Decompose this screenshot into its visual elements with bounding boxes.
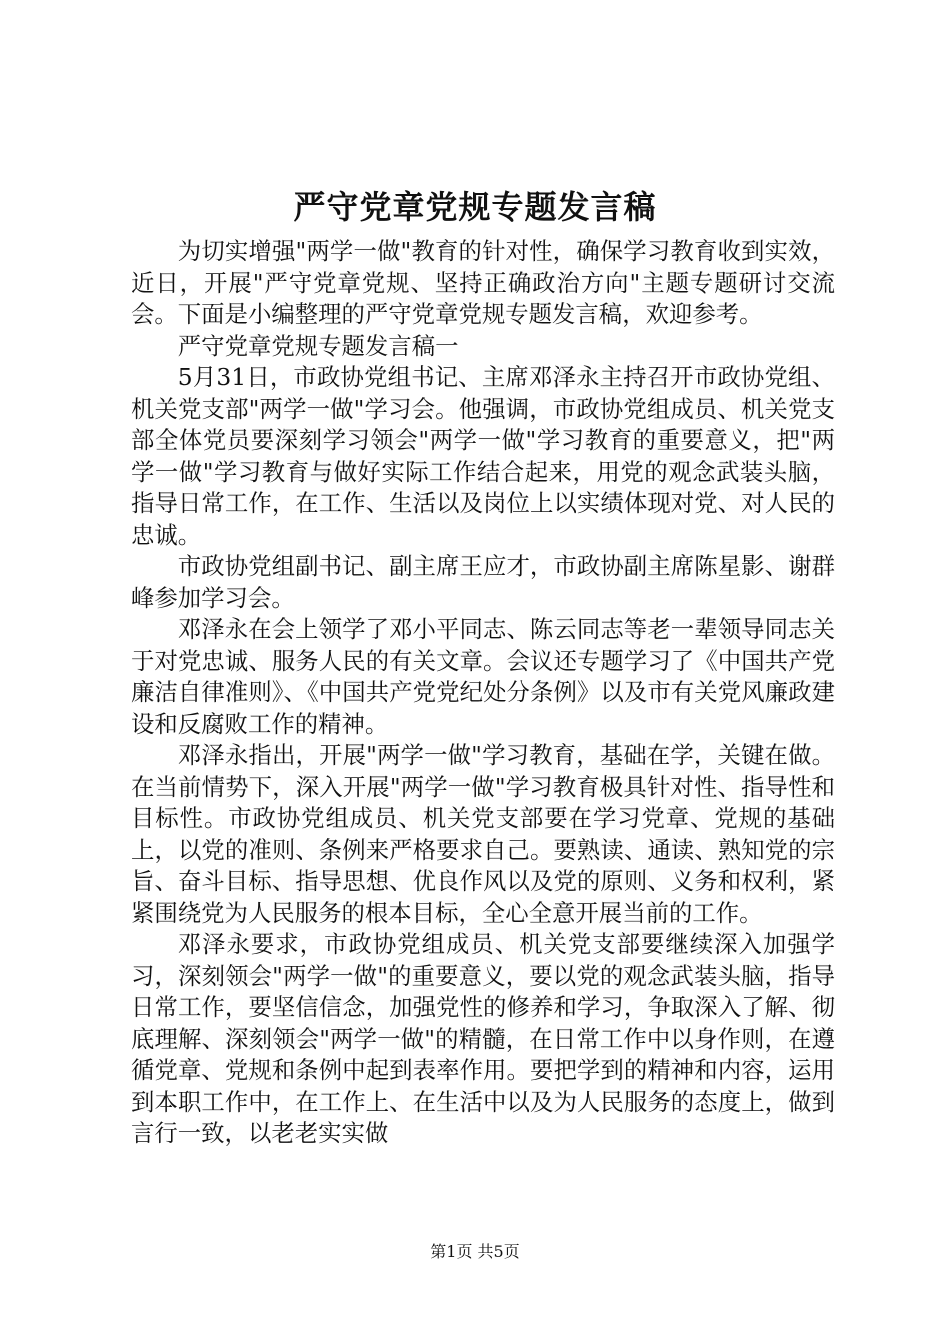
paragraph-points: 邓泽永指出，开展"两学一做"学习教育，基础在学，关键在做。在当前情势下，深入开展"两学一做"学习教育极具针对性、指导性和目标性。市政协党组成员、机关党支部要在学习党章、党规的基础上，以党的准则、条例来严格要求自己。要熟读、通读、熟知党的宗旨、奋斗目标、指导思想、优良作风以及党的原则、义务和权利，紧紧围绕党为人民服务的根本目标，全心全意开展当前的工作。 xyxy=(131,741,835,927)
paragraph-requirements: 邓泽永要求，市政协党组成员、机关党支部要继续深入加强学习，深刻领会"两学一做"的重要意义，要以党的观念武装头脑，指导日常工作，要坚信信念，加强党性的修养和学习，争取深入了解、彻底理解、深刻领会"两学一做"的精髓，在日常工作中以身作则，在遵循党章、党规和条例中起到表率作用。要把学到的精神和内容，运用到本职工作中，在工作上、在生活中以及为人民服务的态度上，做到言行一致，以老老实实做 xyxy=(131,930,835,1147)
paragraph-attendees: 市政协党组副书记、副主席王应才，市政协副主席陈星影、谢群峰参加学习会。 xyxy=(131,552,835,612)
paragraph-meeting: 5月31日，市政协党组书记、主席邓泽永主持召开市政协党组、机关党支部"两学一做"学习会。他强调，市政协党组成员、机关党支部全体党员要深刻学习领会"两学一做"学习教育的重要意义，把"两学一做"学习教育与做好实际工作结合起来，用党的观念武装头脑，指导日常工作，在工作、生活以及岗位上以实绩体现对党、对人民的忠诚。 xyxy=(131,363,835,549)
paragraph-study: 邓泽永在会上领学了邓小平同志、陈云同志等老一辈领导同志关于对党忠诚、服务人民的有关文章。会议还专题学习了《中国共产党廉洁自律准则》、《中国共产党党纪处分条例》以及市有关党风廉政建设和反腐败工作的精神。 xyxy=(131,615,835,738)
section-heading: 严守党章党规专题发言稿一 xyxy=(177,331,459,360)
document-title: 严守党章党规专题发言稿 xyxy=(293,188,657,226)
page-number: 第1页 共5页 xyxy=(430,1242,520,1261)
paragraph-intro: 为切实增强"两学一做"教育的针对性，确保学习教育收到实效，近日，开展"严守党章党规、坚持正确政治方向"主题专题研讨交流会。下面是小编整理的严守党章党规专题发言稿，欢迎参考。 xyxy=(131,237,835,328)
document-body xyxy=(131,236,835,1150)
